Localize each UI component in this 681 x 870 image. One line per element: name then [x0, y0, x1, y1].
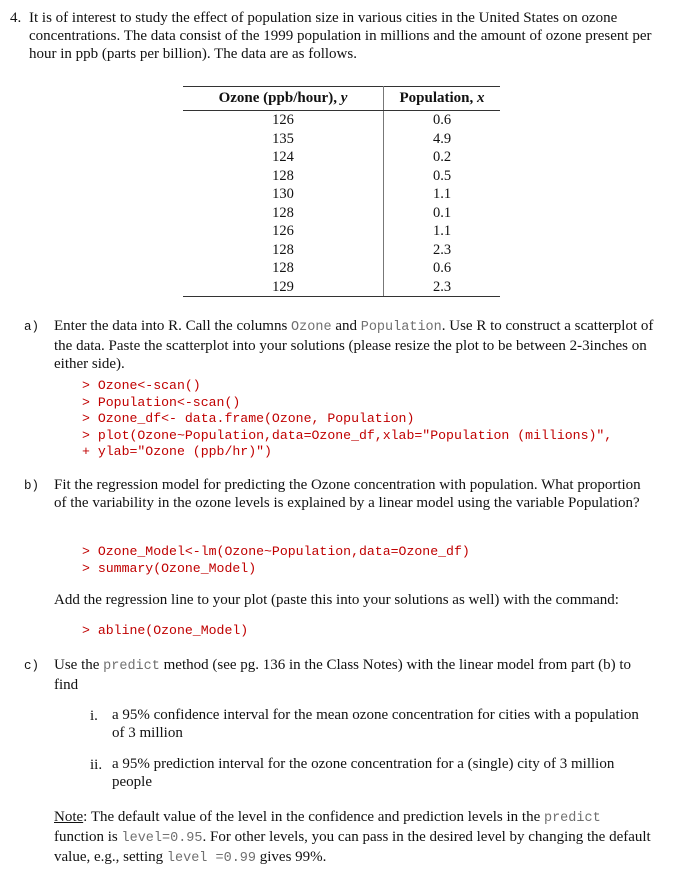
header-population: Population, x [384, 87, 501, 111]
part-b-abline-code: > abline(Ozone_Model) [82, 623, 249, 638]
population-cell: 0.5 [432, 167, 452, 184]
note-text-2: function is [54, 829, 122, 845]
part-a-text [54, 317, 654, 373]
part-c-text-1: Use the [54, 657, 104, 673]
data-table [183, 86, 500, 297]
ozone-cell: 128 [183, 259, 384, 278]
note-text-4: gives 99%. [256, 849, 327, 865]
code-line: > Population<-scan() [82, 394, 241, 410]
ozone-cell: 126 [183, 222, 384, 241]
population-cell: 2.3 [432, 241, 452, 258]
part-c-text-2: method (see pg. 136 in the Class Notes) with the linear model from part (b) to find [54, 657, 632, 693]
part-a-text-1: Enter the data into R. Call the columns [54, 318, 292, 334]
note-text-1: : The default value of the level in the confidence and prediction levels in the [83, 809, 544, 825]
note-text-3: . For other levels, you can pass in the desired level by changing the default value, e.g., setting [54, 829, 651, 865]
population-cell: 0.6 [432, 112, 452, 128]
ozone-cell: 130 [183, 185, 384, 204]
ozone-cell: 135 [183, 130, 384, 149]
part-a-label: a) [24, 320, 40, 334]
table-row [183, 148, 500, 167]
code-line: > Ozone_Model<-lm(Ozone~Population,data=Ozone_df) [82, 544, 470, 559]
table-row [183, 111, 500, 130]
table-row [183, 130, 500, 149]
variable-letter: y [340, 90, 348, 106]
part-a-text-2: and [331, 318, 361, 334]
sub-i-text: a 95% confidence interval for the mean ozone concentration for cities with a population of 3 million [112, 707, 639, 741]
code-line: + ylab="Ozone (ppb/hr)") [82, 444, 272, 459]
ozone-cell: 129 [183, 278, 384, 297]
table-row [183, 222, 500, 241]
part-a-code-population: Population [360, 320, 442, 335]
population-cell: 0.6 [432, 260, 452, 276]
part-b-label: b) [24, 479, 40, 493]
note-code-predict: predict [543, 811, 601, 826]
table-row [183, 278, 500, 297]
table-row [183, 241, 500, 260]
note-paragraph [54, 808, 654, 868]
population-cell: 1.1 [432, 223, 452, 239]
population-cell: 0.1 [432, 204, 452, 221]
sub-ii-text: a 95% prediction interval for the ozone concentration for a (single) city of 3 million people [112, 756, 615, 790]
population-cell: 1.1 [432, 186, 452, 202]
sub-i-label: i. [90, 708, 98, 724]
population-cell: 4.9 [432, 130, 452, 147]
population-cell: 2.3 [384, 278, 501, 297]
part-b-code-block [82, 544, 470, 577]
ozone-cell: 128 [183, 204, 384, 223]
code-line: > plot(Ozone~Population,data=Ozone_df,xlab="Population (millions)", [82, 427, 613, 443]
population-cell: 0.2 [432, 149, 452, 165]
table-row [183, 167, 500, 186]
sub-ii-label: ii. [90, 757, 103, 773]
question-number: 4. [10, 10, 22, 26]
ozone-cell: 128 [183, 167, 384, 186]
question-text: It is of interest to study the effect of population size in various cities in the United States on ozone concentrations. The data consist of the 1999 population in millions and the amount of ozone present per hour in ppb (parts per billion). The data are as follows. [29, 10, 652, 62]
table-row [183, 204, 500, 223]
table-row [183, 259, 500, 278]
part-a-code-ozone: Ozone [291, 320, 332, 335]
variable-letter: x [477, 90, 485, 106]
note-code-level-default: level=0.95 [121, 831, 203, 846]
note-code-level-example: level =0.99 [166, 851, 257, 866]
table-row [183, 185, 500, 204]
ozone-cell: 128 [183, 241, 384, 260]
code-line: > summary(Ozone_Model) [82, 560, 257, 576]
code-line: > Ozone_df<- data.frame(Ozone, Population) [82, 411, 415, 426]
part-b-text: Fit the regression model for predicting the Ozone concentration with population. What proportion of the variability in the ozone levels is explained by a linear model using the variable Population? [54, 477, 641, 511]
ozone-cell: 126 [183, 111, 384, 130]
part-a-code-block [82, 378, 612, 461]
ozone-cell: 124 [183, 148, 384, 167]
part-a-text-3: . Use R to construct a scatterplot of the data. Paste the scatterplot into your solutions (please resize the plot to be between 2-3inches on either side). [54, 318, 654, 372]
table-body [183, 111, 500, 297]
part-c-text [54, 656, 654, 694]
note-label: Note [54, 809, 84, 825]
table-header-row [183, 87, 500, 111]
part-c-code-predict: predict [103, 659, 160, 674]
part-c-label: c) [24, 659, 40, 673]
part-b-add-line-text: Add the regression line to your plot (paste this into your solutions as well) with the command: [54, 592, 619, 608]
code-line: > Ozone<-scan() [82, 378, 201, 393]
header-ozone: Ozone (ppb/hour), y [183, 87, 384, 111]
